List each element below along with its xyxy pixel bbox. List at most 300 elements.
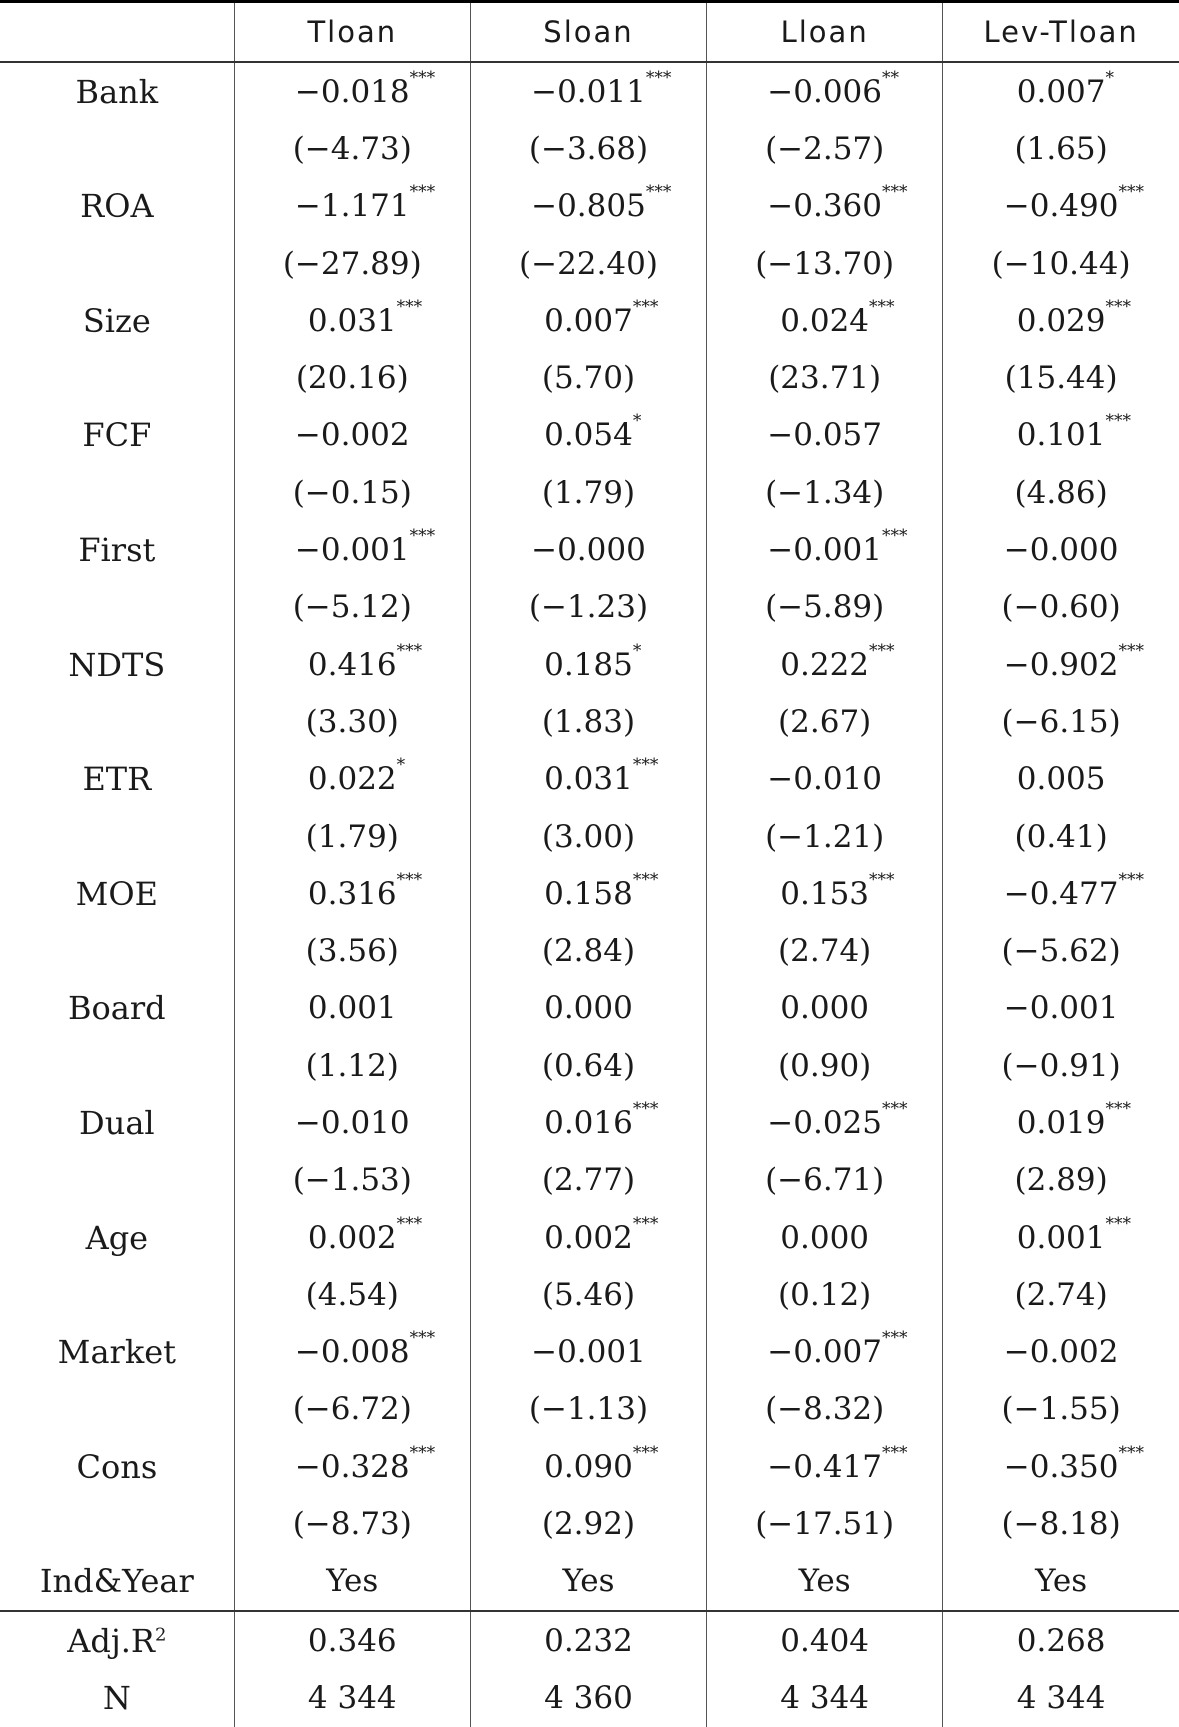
coef-row [0, 1094, 1179, 1151]
row-label: ROA [0, 178, 234, 235]
significance-stars: *** [396, 1213, 423, 1234]
row-label: FCF [0, 407, 234, 464]
coef-cell [707, 521, 943, 578]
row-label: Cons [0, 1438, 234, 1495]
coef-cell [943, 1209, 1179, 1266]
coef-value-wrap [767, 761, 882, 797]
coef-value: −0.057 [767, 417, 883, 454]
t-stat-cell: (1.12) [234, 1037, 470, 1094]
coef-row [0, 751, 1179, 808]
t-stat-cell: (0.41) [1014, 818, 1108, 855]
t-stat-cell: (−1.55) [1001, 1391, 1121, 1428]
t-stat-cell: (15.44) [1004, 360, 1118, 397]
coef-value-wrap [544, 296, 659, 339]
coef-cell [943, 292, 1179, 349]
coef-value: 0.022 [307, 761, 397, 798]
coef-value: −0.477 [1003, 875, 1119, 912]
coef-value: −0.001 [294, 532, 410, 569]
coef-value-wrap [531, 1334, 646, 1370]
t-stat-cell: (0.12) [707, 1266, 943, 1323]
significance-stars: *** [1105, 1098, 1131, 1119]
t-stat-cell: (−8.18) [1001, 1506, 1121, 1543]
coef-value: −0.490 [1003, 188, 1119, 225]
coef-value-wrap [1017, 761, 1106, 797]
coef-cell [234, 751, 470, 808]
coef-value-wrap [294, 526, 436, 569]
coef-value: −0.000 [1003, 532, 1119, 569]
t-stat-cell: (4.86) [1014, 474, 1108, 511]
coef-cell [707, 865, 943, 922]
significance-stars: *** [632, 869, 659, 890]
t-stat-cell: (2.74) [1014, 1276, 1108, 1313]
t-stat-cell: (−0.91) [1001, 1047, 1121, 1084]
significance-stars: *** [396, 869, 423, 890]
t-stat-row [0, 235, 1179, 292]
t-stat-cell: (−0.60) [1001, 589, 1121, 626]
row-label: Bank [0, 62, 234, 120]
coef-cell [943, 178, 1179, 235]
row-label: Size [0, 292, 234, 349]
coef-value: 0.016 [544, 1104, 633, 1141]
t-stat-cell: (−1.13) [470, 1381, 706, 1438]
significance-stars: *** [396, 640, 423, 661]
t-stat-cell: (−5.62) [1001, 933, 1121, 970]
coef-value: 0.000 [544, 990, 633, 1027]
t-stat-cell: (−2.57) [707, 120, 943, 177]
t-stat-cell: (3.00) [470, 808, 706, 865]
coef-row [0, 980, 1179, 1037]
coef-cell [470, 1324, 706, 1381]
row-label-blank [0, 464, 234, 521]
significance-stars: *** [632, 1213, 659, 1234]
coef-value: −0.360 [767, 188, 883, 225]
t-stat-cell: (−6.72) [234, 1381, 470, 1438]
n-row [0, 1669, 1179, 1726]
coef-value: 0.019 [1016, 1104, 1106, 1141]
coef-value-wrap [544, 411, 642, 454]
coef-cell [943, 1324, 1179, 1381]
coef-value-wrap [767, 1328, 908, 1371]
t-stat-row [0, 1152, 1179, 1209]
coef-cell [234, 1094, 470, 1151]
row-label: Market [0, 1324, 234, 1381]
column-header-tloan: Tloan [234, 2, 470, 63]
t-stat-cell: (5.46) [470, 1266, 706, 1323]
coef-cell [943, 865, 1179, 922]
column-header-lev-tloan: Lev-Tloan [943, 2, 1179, 63]
coef-value-wrap [1003, 640, 1144, 683]
coef-value-wrap [544, 1442, 659, 1485]
coef-value: 0.007 [544, 302, 633, 339]
coef-value-wrap [1016, 1213, 1131, 1256]
t-stat-cell: (5.70) [470, 349, 706, 406]
coef-cell [707, 1209, 943, 1266]
fixed-effects-cell: Yes [707, 1553, 943, 1611]
coef-value: 0.001 [307, 990, 397, 1027]
coef-value-wrap [307, 755, 406, 798]
row-label: Ind&Year [0, 1553, 234, 1611]
coef-value: −1.171 [294, 188, 410, 225]
coef-cell [707, 292, 943, 349]
row-label: ETR [0, 751, 234, 808]
t-stat-row [0, 808, 1179, 865]
coef-cell [470, 407, 706, 464]
t-stat-cell: (−1.21) [707, 808, 943, 865]
coef-value-wrap [1016, 1098, 1131, 1141]
significance-stars: *** [882, 1328, 908, 1349]
row-label-blank [0, 1266, 234, 1323]
coef-row [0, 865, 1179, 922]
significance-stars: *** [869, 869, 895, 890]
row-label: First [0, 521, 234, 578]
row-label-blank [0, 120, 234, 177]
coef-cell [943, 751, 1179, 808]
coef-cell [707, 1438, 943, 1495]
coef-cell [234, 980, 470, 1037]
row-label-blank [0, 1381, 234, 1438]
significance-stars: *** [632, 1442, 659, 1463]
significance-stars: *** [409, 182, 436, 203]
coef-value: 0.001 [1016, 1219, 1106, 1256]
coef-cell [470, 521, 706, 578]
significance-stars: *** [1105, 1213, 1131, 1234]
coef-row [0, 1438, 1179, 1495]
significance-stars: * [632, 411, 642, 432]
coef-cell [470, 178, 706, 235]
row-label: MOE [0, 865, 234, 922]
coef-value: 0.000 [780, 990, 870, 1027]
header-corner [0, 2, 234, 63]
coef-cell [470, 1209, 706, 1266]
header-row [0, 2, 1179, 63]
row-label-blank [0, 808, 234, 865]
column-header-lloan: Lloan [707, 2, 943, 63]
coef-row [0, 407, 1179, 464]
t-stat-cell: (1.79) [470, 464, 706, 521]
significance-stars: *** [632, 1098, 659, 1119]
coef-value-wrap [1004, 532, 1119, 568]
coef-cell [943, 407, 1179, 464]
coef-value-wrap [544, 1098, 659, 1141]
significance-stars: *** [1105, 296, 1131, 317]
coef-row [0, 1324, 1179, 1381]
coef-cell [234, 1209, 470, 1266]
coef-value-wrap [767, 526, 908, 569]
row-label-blank [0, 1495, 234, 1552]
coef-value: −0.001 [1003, 990, 1119, 1027]
coef-cell [234, 178, 470, 235]
t-stat-cell: (−5.89) [707, 579, 943, 636]
coef-value-wrap [1016, 411, 1131, 454]
n-cell: 4 344 [707, 1669, 943, 1726]
coef-cell [470, 980, 706, 1037]
coef-value: 0.029 [1016, 302, 1106, 339]
significance-stars: *** [409, 67, 436, 88]
coef-cell [943, 1094, 1179, 1151]
t-stat-row [0, 1495, 1179, 1552]
significance-stars: *** [1118, 1442, 1144, 1463]
row-label-blank [0, 235, 234, 292]
coef-value: −0.000 [531, 532, 646, 569]
significance-stars: *** [882, 1098, 908, 1119]
significance-stars: ** [882, 67, 900, 88]
coef-value-wrap [531, 67, 672, 110]
adj-r2-cell: 0.232 [470, 1611, 706, 1669]
significance-stars: *** [396, 296, 423, 317]
coef-cell [234, 865, 470, 922]
coef-value-wrap [307, 640, 423, 683]
t-stat-cell: (−10.44) [991, 245, 1131, 282]
coef-value: −0.008 [294, 1334, 410, 1371]
coef-cell [707, 1324, 943, 1381]
row-label: NDTS [0, 636, 234, 693]
significance-stars: * [1105, 67, 1114, 88]
coef-value-wrap [295, 1105, 410, 1141]
coef-cell [470, 1438, 706, 1495]
coef-value-wrap [295, 417, 410, 453]
fixed-effects-cell: Yes [234, 1553, 470, 1611]
coef-cell [470, 1094, 706, 1151]
significance-stars: *** [409, 1328, 436, 1349]
coef-cell [943, 980, 1179, 1037]
coef-value-wrap [1003, 182, 1144, 225]
coef-value: −0.902 [1003, 646, 1119, 683]
row-label-blank [0, 922, 234, 979]
coef-value-wrap [1004, 1334, 1119, 1370]
coef-cell [234, 292, 470, 349]
coef-cell [707, 1094, 943, 1151]
coef-value: −0.350 [1003, 1448, 1119, 1485]
t-stat-cell: (−1.53) [234, 1152, 470, 1209]
coef-row [0, 1209, 1179, 1266]
coef-cell [470, 62, 706, 120]
adj-r2-cell: 0.268 [943, 1611, 1179, 1669]
coef-value-wrap [1016, 296, 1131, 339]
coef-value-wrap [780, 869, 895, 912]
t-stat-row [0, 1266, 1179, 1323]
coef-value-wrap [780, 640, 895, 683]
row-label-blank [0, 579, 234, 636]
significance-stars: *** [645, 182, 672, 203]
row-label: Dual [0, 1094, 234, 1151]
significance-stars: *** [645, 67, 672, 88]
coef-value: 0.101 [1016, 417, 1106, 454]
coef-value: −0.417 [767, 1448, 883, 1485]
t-stat-cell: (1.83) [470, 693, 706, 750]
row-label: Board [0, 980, 234, 1037]
coef-cell [707, 178, 943, 235]
coef-value: −0.001 [531, 1334, 646, 1371]
significance-stars: *** [409, 1442, 436, 1463]
coef-cell [470, 865, 706, 922]
t-stat-cell: (−1.23) [470, 579, 706, 636]
coef-value: −0.001 [767, 532, 883, 569]
t-stat-cell: (−5.12) [234, 579, 470, 636]
coef-value-wrap [294, 67, 436, 110]
coef-value-wrap [767, 182, 908, 225]
coef-row [0, 292, 1179, 349]
coef-value: 0.185 [544, 646, 633, 683]
coef-value-wrap [767, 67, 900, 110]
t-stat-cell: (−6.15) [1001, 703, 1121, 740]
coef-value-wrap [1003, 869, 1144, 912]
coef-value: 0.002 [307, 1219, 397, 1256]
coef-value: 0.005 [1016, 761, 1106, 798]
adj-r2-superscript: 2 [155, 1624, 167, 1645]
significance-stars: *** [1105, 411, 1131, 432]
t-stat-cell: (0.64) [470, 1037, 706, 1094]
coef-value: 0.031 [544, 761, 633, 798]
coef-cell [234, 1324, 470, 1381]
significance-stars: *** [1118, 640, 1144, 661]
coef-value-wrap [1003, 1442, 1144, 1485]
t-stat-cell: (20.16) [234, 349, 470, 406]
t-stat-row [0, 1381, 1179, 1438]
t-stat-cell: (−3.68) [470, 120, 706, 177]
t-stat-cell: (23.71) [707, 349, 943, 406]
coef-cell [707, 980, 943, 1037]
coef-value-wrap [767, 417, 882, 453]
significance-stars: *** [882, 1442, 908, 1463]
coef-cell [234, 407, 470, 464]
coef-row [0, 62, 1179, 120]
coef-value: −0.006 [767, 73, 883, 110]
coef-row [0, 521, 1179, 578]
adj-r2-cell: 0.404 [707, 1611, 943, 1669]
coef-value-wrap [780, 990, 869, 1026]
t-stat-cell: (1.65) [1014, 130, 1108, 167]
fixed-effects-row [0, 1553, 1179, 1611]
coef-value-wrap [544, 640, 642, 683]
significance-stars: *** [869, 296, 895, 317]
t-stat-cell: (−6.71) [707, 1152, 943, 1209]
coef-value: −0.805 [531, 188, 646, 225]
significance-stars: *** [409, 526, 436, 547]
significance-stars: *** [1118, 182, 1144, 203]
coef-value-wrap [307, 869, 423, 912]
t-stat-row [0, 1037, 1179, 1094]
coef-value: −0.002 [1003, 1334, 1119, 1371]
coef-value: 0.090 [544, 1448, 633, 1485]
t-stat-cell: (−13.70) [707, 235, 943, 292]
coef-value: −0.010 [294, 1104, 410, 1141]
coef-value-wrap [307, 296, 423, 339]
coef-value-wrap [544, 990, 633, 1026]
adj-r2-row [0, 1611, 1179, 1669]
coef-value-wrap [531, 532, 646, 568]
coef-value: −0.007 [767, 1334, 883, 1371]
coef-value-wrap [544, 755, 659, 798]
significance-stars: *** [869, 640, 895, 661]
t-stat-cell: (3.30) [234, 693, 470, 750]
t-stat-cell: (−27.89) [234, 235, 470, 292]
coef-value: 0.024 [780, 302, 870, 339]
coef-value: 0.002 [544, 1219, 633, 1256]
t-stat-cell: (4.54) [234, 1266, 470, 1323]
coef-value: −0.025 [767, 1104, 883, 1141]
coef-cell [943, 636, 1179, 693]
coef-value: 0.416 [307, 646, 397, 683]
coef-cell [234, 1438, 470, 1495]
coef-value-wrap [544, 1213, 659, 1256]
coef-value: 0.054 [544, 417, 633, 454]
significance-stars: * [396, 755, 406, 776]
t-stat-cell: (−1.34) [707, 464, 943, 521]
t-stat-cell: (1.79) [234, 808, 470, 865]
coef-cell [943, 521, 1179, 578]
coef-cell [470, 292, 706, 349]
t-stat-cell: (−8.73) [234, 1495, 470, 1552]
fixed-effects-cell: Yes [470, 1553, 706, 1611]
t-stat-cell: (2.92) [470, 1495, 706, 1552]
fixed-effects-cell: Yes [1035, 1563, 1088, 1600]
row-label: N [0, 1669, 234, 1726]
coef-value-wrap [767, 1098, 908, 1141]
coef-cell [234, 62, 470, 120]
coef-value-wrap [307, 1213, 423, 1256]
t-stat-row [0, 120, 1179, 177]
coef-cell [707, 62, 943, 120]
t-stat-cell: (2.77) [470, 1152, 706, 1209]
coef-value-wrap [780, 1220, 869, 1256]
significance-stars: *** [632, 755, 659, 776]
coef-value-wrap [1016, 67, 1114, 110]
t-stat-row [0, 349, 1179, 406]
adj-r2-label: Adj.R [67, 1621, 155, 1660]
significance-stars: *** [1118, 869, 1144, 890]
t-stat-cell: (2.84) [470, 922, 706, 979]
t-stat-cell: (2.67) [707, 693, 943, 750]
coef-value: 0.031 [307, 302, 397, 339]
coef-cell [707, 636, 943, 693]
row-label-blank [0, 693, 234, 750]
coef-value: 0.222 [780, 646, 870, 683]
coef-cell [234, 521, 470, 578]
coef-cell [707, 407, 943, 464]
coef-value: 0.316 [307, 875, 397, 912]
column-header-sloan: Sloan [470, 2, 706, 63]
coef-cell [943, 1438, 1179, 1495]
coef-cell [234, 636, 470, 693]
coef-value: 0.158 [544, 875, 633, 912]
row-label-blank [0, 349, 234, 406]
t-stat-cell: (0.90) [707, 1037, 943, 1094]
coef-value-wrap [294, 1328, 436, 1371]
t-stat-cell: (−17.51) [707, 1495, 943, 1552]
coef-value: −0.018 [294, 73, 410, 110]
coef-value: −0.328 [294, 1448, 410, 1485]
row-label: Age [0, 1209, 234, 1266]
coef-value: −0.010 [767, 761, 883, 798]
coef-cell [707, 751, 943, 808]
coef-cell [470, 751, 706, 808]
significance-stars: *** [882, 526, 908, 547]
coef-cell [943, 62, 1179, 120]
t-stat-cell: (−0.15) [234, 464, 470, 521]
row-label [0, 1611, 234, 1669]
t-stat-row [0, 693, 1179, 750]
t-stat-cell: (2.89) [1014, 1162, 1108, 1199]
t-stat-cell: (−4.73) [234, 120, 470, 177]
coef-value: −0.002 [294, 417, 410, 454]
coef-value-wrap [294, 182, 436, 225]
t-stat-cell: (2.74) [707, 922, 943, 979]
significance-stars: *** [882, 182, 908, 203]
coef-value: 0.007 [1016, 73, 1106, 110]
n-cell: 4 344 [1016, 1679, 1106, 1716]
t-stat-row [0, 579, 1179, 636]
coef-value-wrap [294, 1442, 436, 1485]
